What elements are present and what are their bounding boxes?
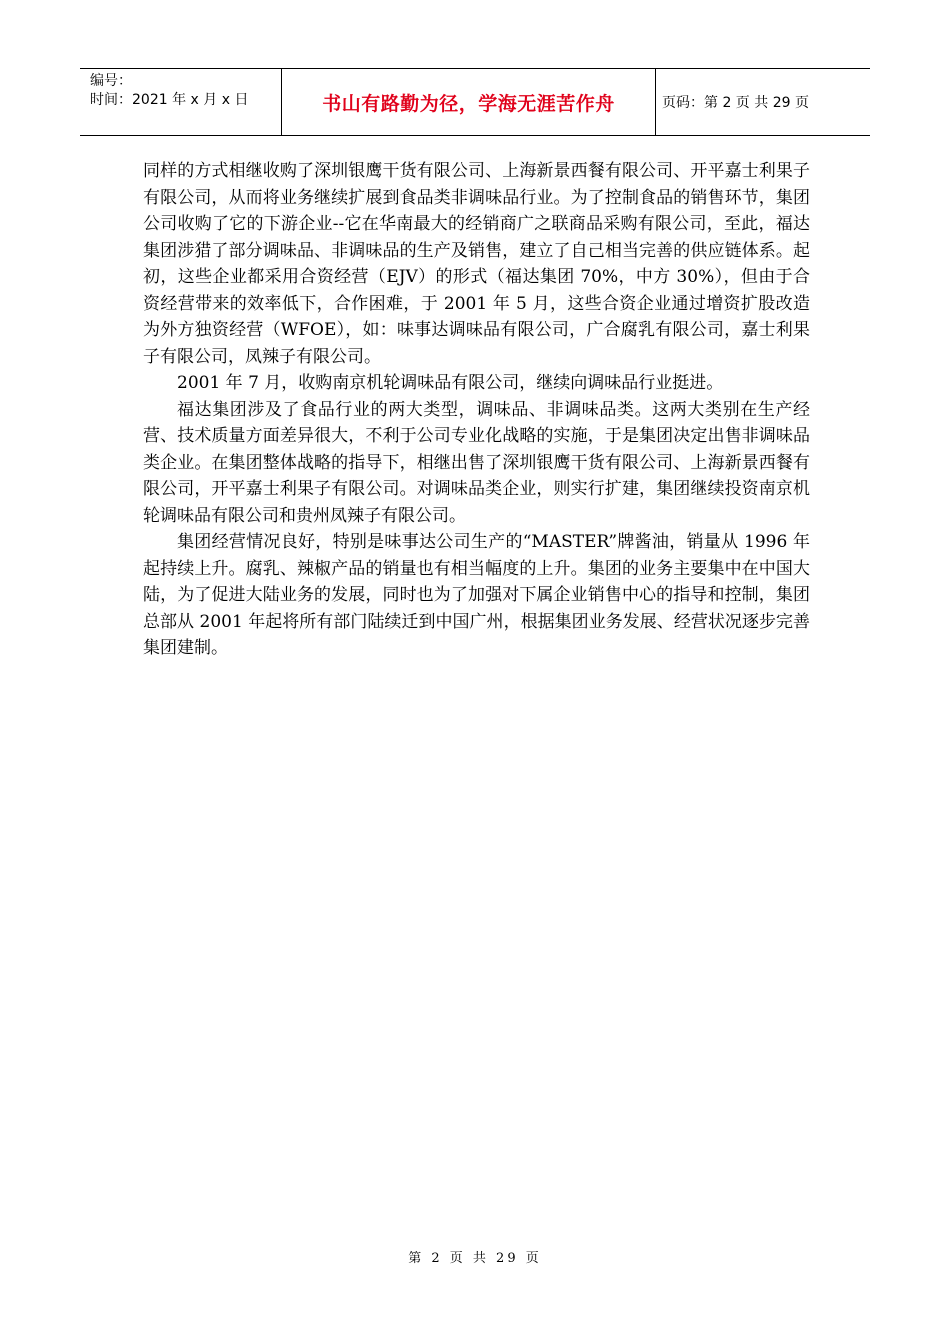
body-paragraph: 福达集团涉及了食品行业的两大类型，调味品、非调味品类。这两大类别在生产经营、技术质量方面差异很大，不利于公司专业化战略的实施，于是集团决定出售非调味品类企业。在集团整体战略的指导下，相继出售了深圳银鹰干货有限公司、上海新景西餐有限公司，开平嘉士利果子有限公司。对调味品类企业，则实行扩建，集团继续投资南京机轮调味品有限公司和贵州凤辣子有限公司。 (143, 399, 810, 526)
header-motto-cell (282, 69, 656, 135)
header-meta-cell (80, 69, 282, 135)
header-page-info: 页码：第 2 页 共 29 页 (662, 95, 809, 111)
document-body (143, 158, 810, 662)
body-paragraph: 集团经营情况良好，特别是味事达公司生产的“MASTER”牌酱油，销量从 1996 年起持续上升。腐乳、辣椒产品的销量也有相当幅度的上升。集团的业务主要集中在中国大陆，为了促进大陆业务的发展，同时也为了加强对下属企业销售中心的指导和控制，集团总部从 2001 年起将所有部门陆续迁到中国广州，根据集团业务发展、经营状况逐步完善集团建制。 (143, 532, 810, 658)
document-number-label: 编号： (90, 73, 132, 89)
body-paragraph: 同样的方式相继收购了深圳银鹰干货有限公司、上海新景西餐有限公司、开平嘉士利果子有限公司，从而将业务继续扩展到食品类非调味品行业。为了控制食品的销售环节，集团公司收购了它的下游企业--它在华南最大的经销商广之联商品采购有限公司，至此，福达集团涉猎了部分调味品、非调味品的生产及销售，建立了自己相当完善的供应链体系。起初，这些企业都采用合资经营（EJV）的形式（福达集团 70%，中方 30%），但由于合资经营带来的效率低下，合作困难，于 2001 年 5 月，这些合资企业通过增资扩股改造为外方独资经营（WFOE），如：味事达调味品有限公司，广合腐乳有限公司，嘉士利果子有限公司，凤辣子有限公司。 (143, 161, 810, 367)
footer-page-number: 第 2 页 共 29 页 (408, 1251, 542, 1266)
document-time-label: 时间：2021 年 x 月 x 日 (90, 92, 249, 108)
header-motto: 书山有路勤为径，学海无涯苦作舟 (322, 92, 615, 115)
body-paragraph: 2001 年 7 月，收购南京机轮调味品有限公司，继续向调味品行业挺进。 (177, 373, 724, 393)
header-page-cell (656, 69, 870, 135)
page-footer (0, 1247, 950, 1266)
page-header-table (80, 68, 870, 136)
